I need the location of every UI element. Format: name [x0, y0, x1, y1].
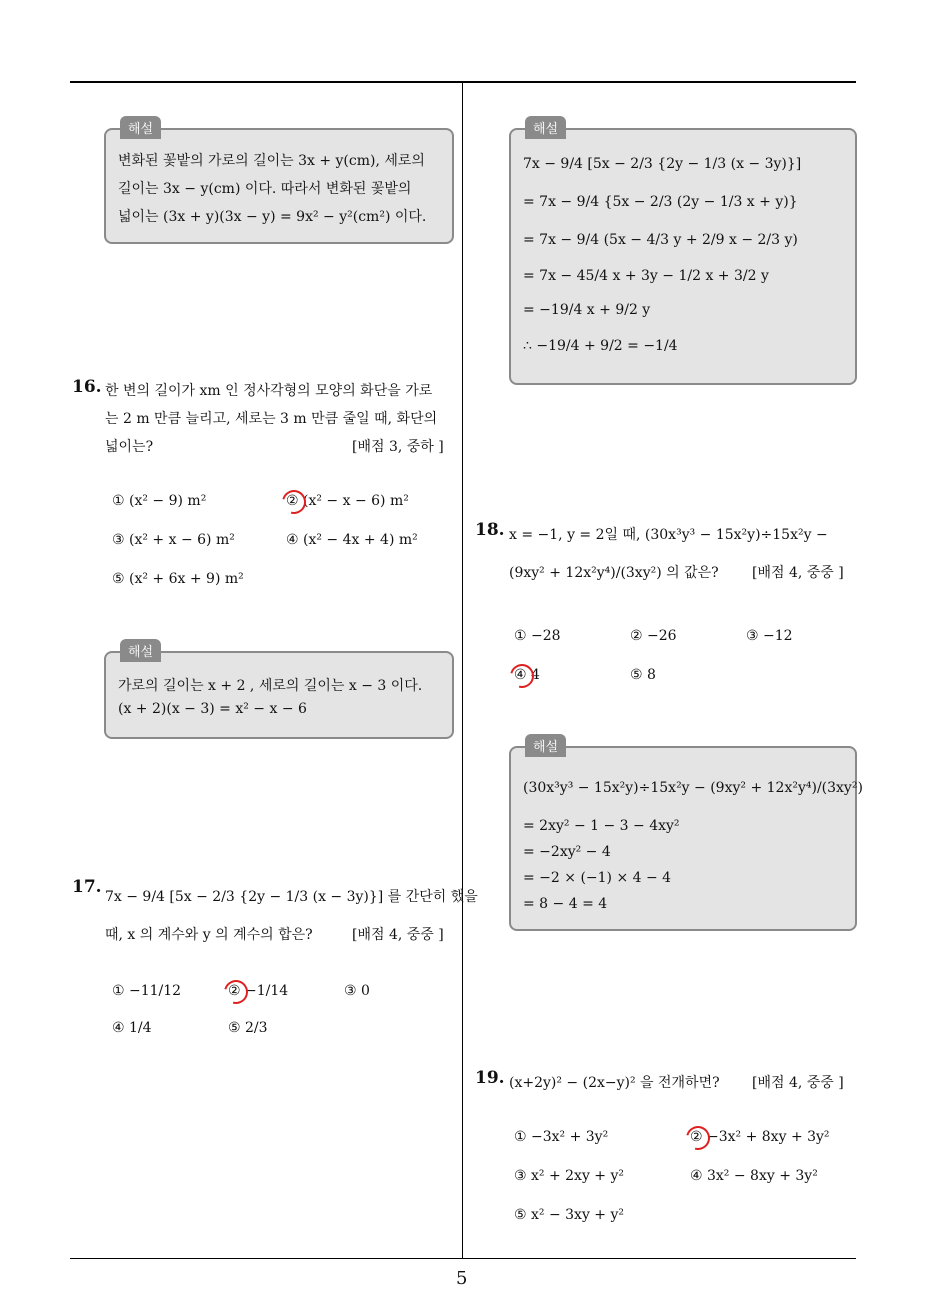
- solution-line: ∴ −19/4 + 9/2 = −1/4: [523, 338, 678, 354]
- choice-3[interactable]: ③ 0: [344, 983, 370, 999]
- choice-5[interactable]: ⑤ (x² + 6x + 9) m²: [112, 571, 244, 587]
- solution-line: = 7x − 9/4 {5x − 2/3 (2y − 1/3 x + y)}: [523, 194, 798, 210]
- question-number: 19.: [475, 1068, 505, 1088]
- choice-2[interactable]: ② −1/14: [228, 983, 289, 999]
- question-text: x = −1, y = 2일 때, (30x³y³ − 15x²y)÷15x²y −: [509, 527, 828, 543]
- choice-5[interactable]: ⑤ 2/3: [228, 1020, 268, 1036]
- answer-mark-circle: [220, 976, 253, 1009]
- choice-4[interactable]: ④ 3x² − 8xy + 3y²: [690, 1168, 818, 1184]
- choice-1[interactable]: ① −11/12: [112, 983, 182, 999]
- solution-box-18: [509, 740, 863, 931]
- choice-1[interactable]: ① −28: [514, 628, 561, 644]
- solution-line: = 7x − 9/4 (5x − 4/3 y + 2/9 x − 2/3 y): [523, 232, 798, 248]
- question-text: (9xy² + 12x²y⁴)/(3xy²) 의 값은?: [509, 565, 719, 581]
- choice-4[interactable]: ④ 1/4: [112, 1020, 152, 1036]
- column-divider: [462, 83, 463, 1259]
- choice-2[interactable]: ② −26: [630, 628, 677, 644]
- choice-1[interactable]: ① −3x² + 3y²: [514, 1129, 609, 1145]
- solution-tag: 해설: [120, 116, 161, 139]
- choice-3[interactable]: ③ −12: [746, 628, 793, 644]
- choice-5[interactable]: ⑤ x² − 3xy + y²: [514, 1207, 625, 1223]
- choice-2[interactable]: ② (x² − x − 6) m²: [286, 493, 409, 509]
- choice-2[interactable]: ② −3x² + 8xy + 3y²: [690, 1129, 830, 1145]
- question-meta: [배점 4, 중중 ]: [752, 1075, 844, 1091]
- solution-line: 7x − 9/4 [5x − 2/3 {2y − 1/3 (x − 3y)}]: [523, 156, 802, 172]
- question-number: 18.: [475, 520, 505, 540]
- page-number: 5: [456, 1268, 468, 1289]
- solution-line: = −2xy² − 4: [523, 844, 611, 860]
- question-number: 16.: [72, 377, 102, 397]
- solution-line: 가로의 길이는 x + 2 , 세로의 길이는 x − 3 이다.: [118, 678, 423, 694]
- question-text: (x+2y)² − (2x−y)² 을 전개하면?: [509, 1075, 720, 1091]
- choice-1[interactable]: ① (x² − 9) m²: [112, 493, 207, 509]
- solution-box-15: [104, 122, 454, 244]
- solution-line: = 8 − 4 = 4: [523, 896, 608, 912]
- question-text: 한 변의 길이가 xm 인 정사각형의 모양의 화단을 가로: [105, 383, 433, 399]
- choice-4[interactable]: ④ (x² − 4x + 4) m²: [286, 532, 418, 548]
- choice-3[interactable]: ③ x² + 2xy + y²: [514, 1168, 625, 1184]
- question-number: 17.: [72, 877, 102, 897]
- solution-line: (30x³y³ − 15x²y)÷15x²y − (9xy² + 12x²y⁴)/(3xy²): [523, 780, 863, 796]
- solution-line: 넓이는 (3x + y)(3x − y) = 9x² − y²(cm²) 이다.: [118, 209, 427, 225]
- choice-4[interactable]: ④ 4: [514, 667, 540, 683]
- top-rule: [70, 81, 856, 83]
- answer-mark-circle: [278, 486, 311, 519]
- solution-line: (x + 2)(x − 3) = x² − x − 6: [118, 701, 307, 717]
- solution-box-17: [509, 122, 857, 385]
- solution-line: 길이는 3x − y(cm) 이다. 따라서 변화된 꽃밭의: [118, 181, 412, 197]
- solution-line: = −2 × (−1) × 4 − 4: [523, 870, 672, 886]
- answer-mark-circle: [506, 660, 539, 693]
- question-text: 넓이는?: [105, 439, 154, 455]
- question-meta: [배점 3, 중하 ]: [352, 439, 444, 455]
- question-text: 7x − 9/4 [5x − 2/3 {2y − 1/3 (x − 3y)}] 를 간단히 했을: [105, 889, 478, 905]
- bottom-rule: [70, 1258, 856, 1259]
- solution-line: = 7x − 45/4 x + 3y − 1/2 x + 3/2 y: [523, 268, 769, 284]
- choice-3[interactable]: ③ (x² + x − 6) m²: [112, 532, 235, 548]
- solution-line: = 2xy² − 1 − 3 − 4xy²: [523, 818, 680, 834]
- solution-tag: 해설: [525, 734, 566, 757]
- answer-mark-circle: [682, 1122, 715, 1155]
- solution-box-16: [104, 645, 454, 739]
- solution-tag: 해설: [120, 639, 161, 662]
- solution-line: = −19/4 x + 9/2 y: [523, 302, 651, 318]
- question-meta: [배점 4, 중중 ]: [752, 565, 844, 581]
- question-meta: [배점 4, 중중 ]: [352, 927, 444, 943]
- solution-line: 변화된 꽃밭의 가로의 길이는 3x + y(cm), 세로의: [118, 153, 425, 169]
- choice-5[interactable]: ⑤ 8: [630, 667, 656, 683]
- question-text: 때, x 의 계수와 y 의 계수의 합은?: [105, 927, 313, 943]
- solution-tag: 해설: [525, 116, 566, 139]
- question-text: 는 2 m 만큼 늘리고, 세로는 3 m 만큼 줄일 때, 화단의: [105, 411, 438, 427]
